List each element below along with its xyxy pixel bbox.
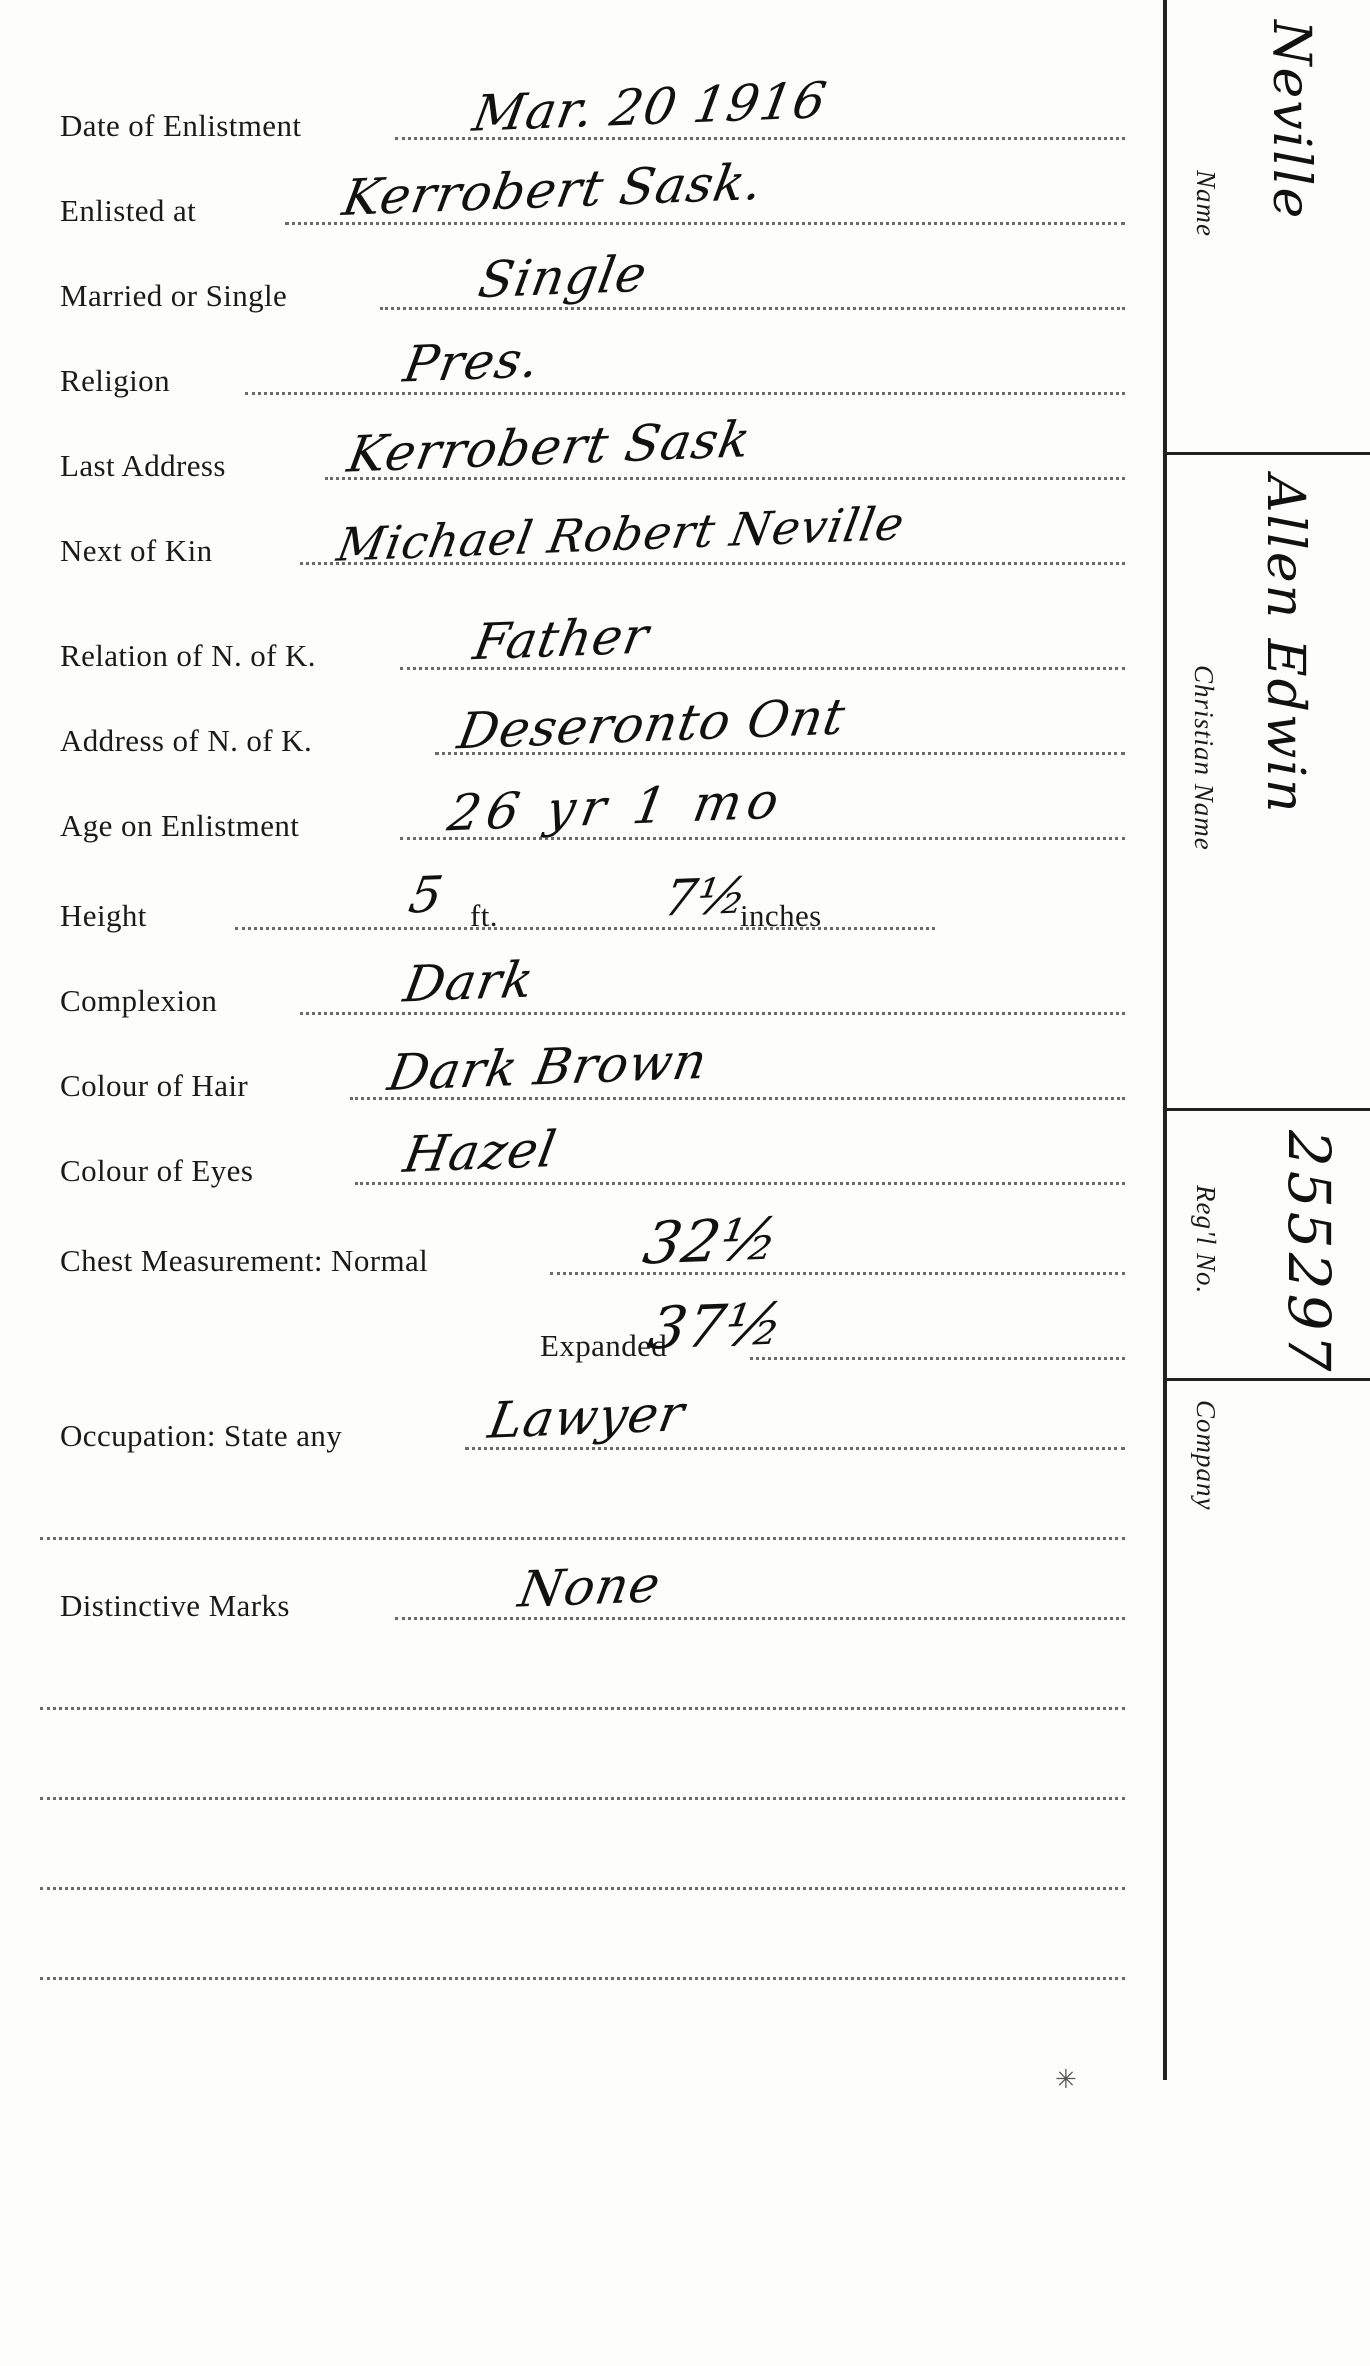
field-label: Date of Enlistment xyxy=(60,108,302,143)
dotted-leader xyxy=(40,1887,1125,1890)
dotted-leader xyxy=(235,927,935,930)
dotted-leader xyxy=(245,392,1125,395)
field-row-chest-expanded xyxy=(60,1289,1150,1368)
field-label: Last Address xyxy=(60,448,226,483)
field-row-colour-of-eyes xyxy=(60,1120,1150,1193)
dotted-leader xyxy=(355,1182,1125,1185)
side-separator xyxy=(1163,452,1370,455)
field-label: Expanded xyxy=(540,1328,668,1363)
side-regtl-no-value: 255297 xyxy=(1275,1130,1343,1376)
field-value: Dark xyxy=(399,950,539,1014)
pencil-tick-mark: ✳ xyxy=(1055,2065,1077,2094)
side-name-caption: Name xyxy=(1191,170,1221,237)
dotted-leader xyxy=(40,1707,1125,1710)
side-company-caption: Company xyxy=(1191,1400,1221,1511)
blank-line xyxy=(60,1490,1150,1548)
field-row-religion xyxy=(60,330,1150,403)
height-inches-value: 7½ xyxy=(659,866,753,928)
field-row-complexion xyxy=(60,950,1150,1023)
field-value: Mar. 20 1916 xyxy=(468,71,832,143)
dotted-leader xyxy=(40,1797,1125,1800)
field-value: Michael Robert Neville xyxy=(333,496,909,572)
field-value: 32½ xyxy=(638,1204,785,1278)
blank-line xyxy=(60,1930,1150,1988)
field-row-next-of-kin xyxy=(60,496,1150,573)
blank-line xyxy=(60,1750,1150,1808)
field-label: Address of N. of K. xyxy=(60,723,313,758)
field-row-height xyxy=(60,865,1150,938)
field-value: 26 yr 1 mo xyxy=(443,771,790,843)
field-row-occupation xyxy=(60,1384,1150,1458)
height-feet-value: 5 xyxy=(404,865,448,925)
field-label: Religion xyxy=(60,363,170,398)
field-label: Married or Single xyxy=(60,278,288,313)
field-row-colour-of-hair xyxy=(60,1031,1150,1108)
blank-line xyxy=(60,1840,1150,1898)
field-label: Age on Enlistment xyxy=(60,808,300,843)
field-label: Colour of Hair xyxy=(60,1068,249,1103)
side-christian-name-caption: Christian Name xyxy=(1189,665,1219,851)
height-feet-unit: ft. xyxy=(470,898,498,933)
field-value: Kerrobert Sask. xyxy=(338,153,768,227)
field-value: None xyxy=(514,1555,666,1619)
dotted-leader xyxy=(750,1357,1125,1360)
field-label: Next of Kin xyxy=(60,533,213,568)
field-row-last-address xyxy=(60,410,1150,488)
field-row-married-or-single xyxy=(60,244,1150,318)
field-row-relation-of-nok xyxy=(60,606,1150,678)
height-inches-unit: inches xyxy=(740,898,822,933)
field-value: Lawyer xyxy=(484,1384,690,1450)
field-value: Deseronto Ont xyxy=(453,687,850,761)
field-value: Hazel xyxy=(399,1120,561,1184)
field-label: Chest Measurement: Normal xyxy=(60,1243,429,1278)
field-row-enlisted-at xyxy=(60,153,1150,233)
dotted-leader xyxy=(465,1447,1125,1450)
side-name-value: Neville xyxy=(1261,20,1321,221)
side-regtl-no-caption: Reg'l No. xyxy=(1191,1185,1221,1295)
field-value: Pres. xyxy=(399,330,545,394)
field-row-distinctive-marks xyxy=(60,1555,1150,1628)
field-row-age-on-enlistment xyxy=(60,771,1150,848)
field-label: Height xyxy=(60,898,147,933)
field-row-date-of-enlistment xyxy=(60,71,1150,148)
field-value: 37½ xyxy=(643,1289,790,1363)
field-label: Enlisted at xyxy=(60,193,197,228)
dotted-leader xyxy=(40,1977,1125,1980)
field-label: Distinctive Marks xyxy=(60,1588,290,1623)
side-separator xyxy=(1163,1378,1370,1381)
field-value: Kerrobert Sask xyxy=(343,410,756,484)
field-label: Complexion xyxy=(60,983,218,1018)
dotted-leader xyxy=(395,1617,1125,1620)
field-row-address-of-nok xyxy=(60,687,1150,763)
dotted-leader xyxy=(550,1272,1125,1275)
dotted-leader xyxy=(40,1537,1125,1540)
field-label: Colour of Eyes xyxy=(60,1153,254,1188)
side-christian-name-value: Allen Edwin xyxy=(1255,475,1315,815)
side-strip xyxy=(1163,0,1370,2366)
field-row-chest-normal xyxy=(60,1204,1150,1283)
field-value: Dark Brown xyxy=(383,1031,712,1103)
field-value: Father xyxy=(469,606,654,672)
field-value: Single xyxy=(474,244,652,310)
field-label: Relation of N. of K. xyxy=(60,638,316,673)
blank-line xyxy=(60,1660,1150,1718)
field-label: Occupation: State any xyxy=(60,1418,343,1453)
side-separator xyxy=(1163,1108,1370,1111)
